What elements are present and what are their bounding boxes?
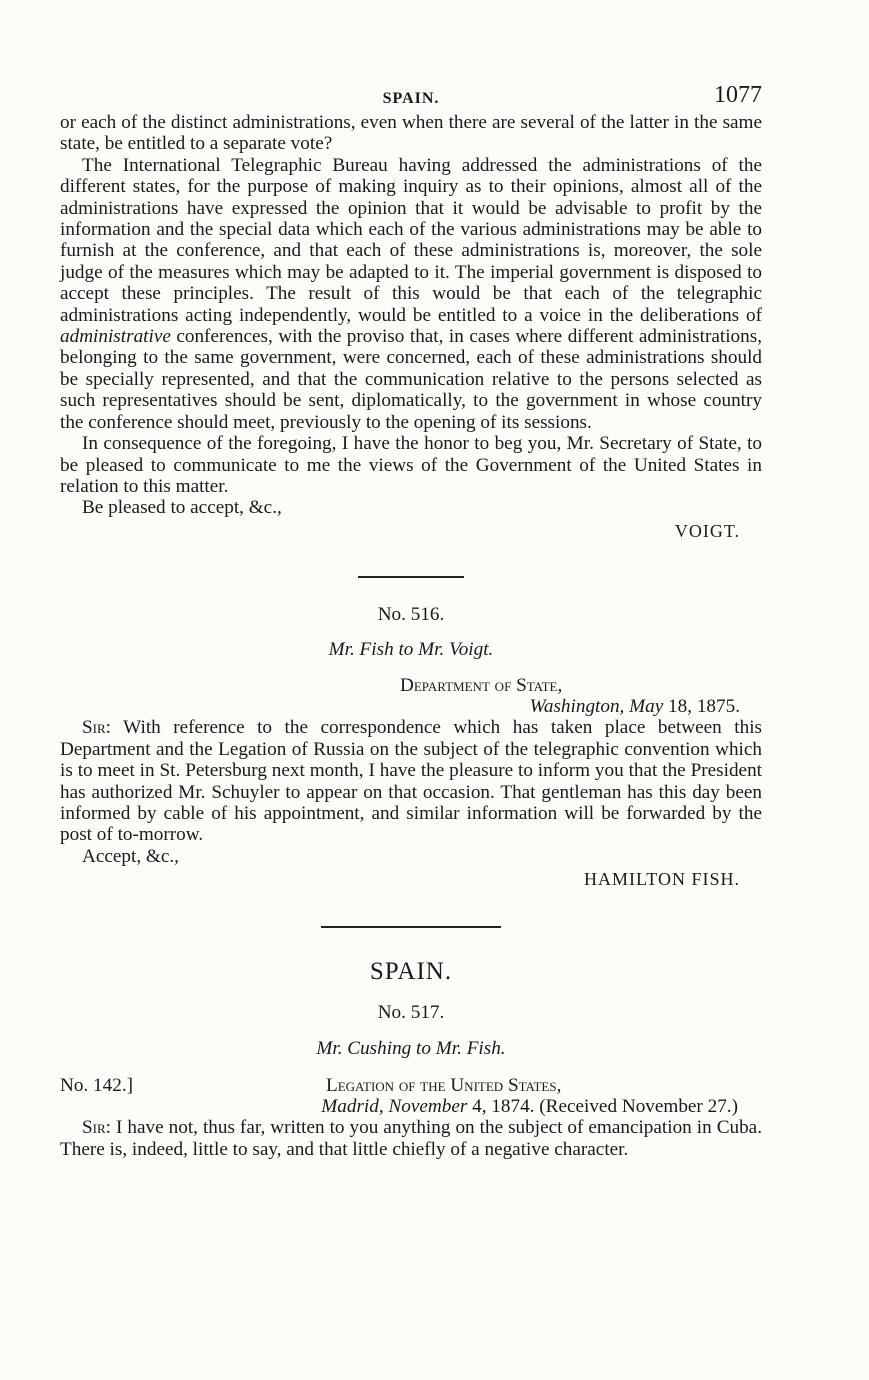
section-divider (358, 576, 464, 578)
closing: Be pleased to accept, &c., (82, 497, 282, 519)
document-heading (60, 639, 762, 660)
document-516 (60, 604, 762, 890)
paragraph (60, 155, 762, 433)
heading-text: Mr. Fish to Mr. Voigt. (328, 639, 494, 661)
document-heading (60, 1038, 762, 1059)
despatch-number: No. 142.] (60, 1075, 134, 1096)
salutation: Sir: (82, 1117, 112, 1139)
letter-body (60, 717, 762, 845)
signature: VOIGT. (674, 520, 740, 541)
salutation: Sir: (82, 717, 112, 739)
place-date-italic: Madrid, November (321, 1096, 468, 1117)
dateline-place (60, 696, 740, 717)
heading-text: Mr. Cushing to Mr. Fish. (316, 1037, 506, 1059)
running-head (60, 82, 762, 112)
section-title: SPAIN. (369, 958, 453, 986)
dateline-department (60, 675, 762, 696)
legation-name: Legation of the United States, (326, 1075, 562, 1096)
section-spain (60, 958, 762, 1160)
department-name: Department of State, (400, 674, 563, 696)
running-title: SPAIN. (382, 90, 440, 107)
received-note: (Received November 27.) (534, 1096, 738, 1117)
body-text: With reference to the correspondence which has taken place between this Department and the Legation of Russia on the subject of the telegraphic convention which is to meet in St. Petersburg next month, I have the pleasure to inform you that the President has authorized Mr. Schuyler to appear on that occasion. That gentleman has this day been informed by cable of his appointment, and similar information will be forwarded by the post of to-morrow. (60, 717, 762, 846)
page-content (60, 82, 762, 1160)
paragraph: In consequence of the foregoing, I have the honor to beg you, Mr. Secretary of State, to be pleased to communicate to me the views of the Government of the United States in relation to this matter. (60, 433, 762, 497)
signature: HAMILTON FISH. (583, 869, 740, 890)
closing: Accept, &c., (82, 845, 179, 867)
body-text: I have not, thus far, written to you anything on the subject of emancipation in Cuba. There is, indeed, little to say, and that little chiefly of a negative character. (60, 1117, 762, 1160)
dateline-place (60, 1096, 738, 1117)
dateline-row (60, 1075, 762, 1096)
letter-body (60, 1117, 762, 1160)
document-number: No. 517. (377, 1002, 445, 1024)
section-divider (321, 926, 501, 928)
page-number: 1077 (714, 82, 762, 108)
place-date-italic: Washington, May (529, 695, 664, 717)
date-text: 4, 1874. (467, 1096, 535, 1117)
voigt-letter-continuation (60, 112, 762, 542)
paragraph: or each of the distinct administrations, even when there are several of the latter in the same state, be entitled to a separate vote? (60, 112, 762, 155)
paragraph-text: The International Telegraphic Bureau having addressed the administrations of the different states, for the purpose of making inquiry as to their opinions, almost all of the administrations have expressed the opinion that it would be advisable to profit by the information and the special data which each of the various administrations may be able to furnish at the conference, and that each of these administrations is, moreover, the sole judge of the measures which may be adapted to it. The imperial government is disposed to accept these principles. The result of this would be that each of the telegraphic administrations acting independently, would be entitled to a voice in the deliberations of (60, 154, 762, 326)
italic-text: administrative (60, 326, 171, 348)
paragraph-text: conferences, with the proviso that, in cases where different administrations, belonging to the same government, were concerned, each of these administrations should be specially represented, and that the communication relative to the persons selected as such representatives should be sent, diplomatically, to the government in whose country the conference should meet, previously to the opening of its sessions. (60, 326, 762, 433)
date-text: 18, 1875. (663, 695, 740, 717)
document-number: No. 516. (377, 603, 445, 625)
